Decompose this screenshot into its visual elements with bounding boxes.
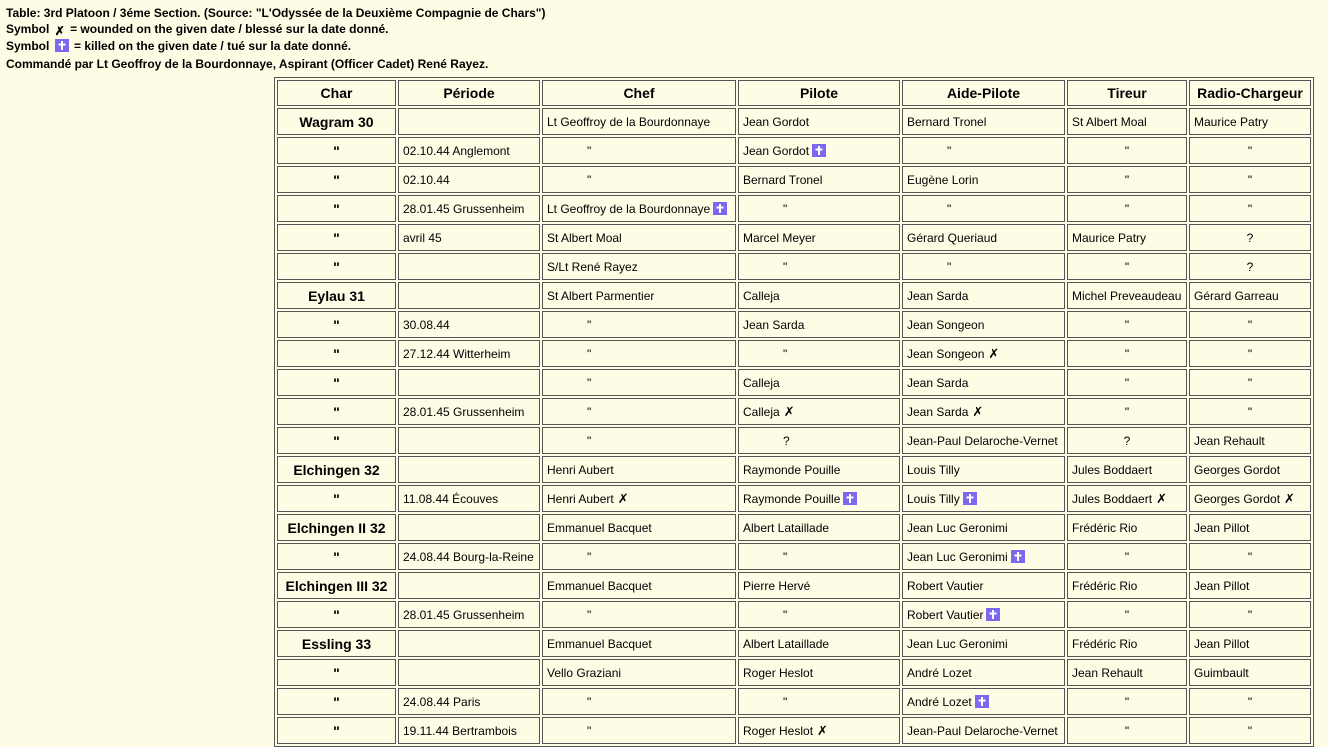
cell-tireur: Michel Preveaudeau [1067,282,1187,309]
table-row [277,340,1311,367]
cell-radio-chargeur: " [1189,137,1311,164]
table-row [277,108,1311,135]
cell-chef: " [542,688,736,715]
cell-radio-chargeur: Jean Pillot [1189,514,1311,541]
cell-char: Essling 33 [277,630,396,657]
cell-char: " [277,137,396,164]
cell-periode: 24.08.44 Bourg-la-Reine [398,543,540,570]
cell-aide-pilote: Louis Tilly [902,485,1065,512]
commander-line: Commandé par Lt Geoffroy de la Bourdonnaye, Aspirant (Officer Cadet) René Rayez. [6,56,489,71]
cell-tireur: " [1067,601,1187,628]
cell-chef: Henri Aubert ✗ [542,485,736,512]
table-title: Table: 3rd Platoon / 3éme Section. (Source: "L'Odyssée de la Deuxième Compagnie de Chars") [6,6,546,20]
cell-periode: 30.08.44 [398,311,540,338]
cell-radio-chargeur: " [1189,369,1311,396]
cell-periode: 02.10.44 [398,166,540,193]
cell-tireur: ? [1067,427,1187,454]
cell-aide-pilote: " [902,137,1065,164]
cell-char: Elchingen III 32 [277,572,396,599]
cell-periode [398,108,540,135]
cell-aide-pilote: Jean Songeon [902,311,1065,338]
cell-tireur: " [1067,137,1187,164]
cell-char: " [277,311,396,338]
table-row [277,282,1311,309]
cell-tireur: Jules Boddaert ✗ [1067,485,1187,512]
cross-icon [963,492,977,505]
cell-tireur: " [1067,543,1187,570]
cell-pilote: Jean Gordot [738,137,900,164]
cell-periode: 02.10.44 Anglemont [398,137,540,164]
cell-aide-pilote: " [902,253,1065,280]
wounded-icon: ✗ [617,490,629,506]
cell-tireur: St Albert Moal [1067,108,1187,135]
cell-radio-chargeur: " [1189,340,1311,367]
cell-char: " [277,340,396,367]
cell-char: " [277,195,396,222]
cell-aide-pilote: Robert Vautier [902,601,1065,628]
cell-periode: 24.08.44 Paris [398,688,540,715]
cell-tireur: Maurice Patry [1067,224,1187,251]
cell-periode [398,369,540,396]
cell-chef: " [542,166,736,193]
cell-aide-pilote: Jean-Paul Delaroche-Vernet [902,717,1065,744]
table-row [277,427,1311,454]
cell-aide-pilote: Jean Luc Geronimi [902,514,1065,541]
cell-chef: Emmanuel Bacquet [542,572,736,599]
cell-pilote: Raymonde Pouille [738,456,900,483]
cell-chef: " [542,398,736,425]
cell-periode: 28.01.45 Grussenheim [398,398,540,425]
cell-radio-chargeur: Gérard Garreau [1189,282,1311,309]
cross-icon [1011,550,1025,563]
cell-chef: " [542,427,736,454]
cell-pilote: Marcel Meyer [738,224,900,251]
cell-tireur: " [1067,253,1187,280]
table-row [277,166,1311,193]
cell-radio-chargeur: " [1189,166,1311,193]
cell-aide-pilote: Louis Tilly [902,456,1065,483]
killed-legend: Symbol = killed on the given date / tué sur la date donné. [6,39,546,57]
cross-icon [55,39,69,57]
wounded-icon: ✗ [972,403,984,419]
cross-icon [986,608,1000,621]
cell-tireur: " [1067,195,1187,222]
cell-radio-chargeur: " [1189,398,1311,425]
cell-radio-chargeur: " [1189,717,1311,744]
cell-pilote: " [738,340,900,367]
cell-aide-pilote: Jean Sarda [902,369,1065,396]
cell-radio-chargeur: Jean Rehault [1189,427,1311,454]
cell-tireur: " [1067,369,1187,396]
cell-pilote: Calleja ✗ [738,398,900,425]
cell-radio-chargeur: " [1189,601,1311,628]
cell-radio-chargeur: ? [1189,224,1311,251]
cell-chef: Emmanuel Bacquet [542,630,736,657]
cell-tireur: " [1067,717,1187,744]
cell-aide-pilote: Eugène Lorin [902,166,1065,193]
cell-chef: " [542,311,736,338]
cell-pilote: " [738,195,900,222]
cell-pilote: " [738,601,900,628]
cell-aide-pilote: Jean Sarda [902,282,1065,309]
table-row [277,659,1311,686]
cell-char: Eylau 31 [277,282,396,309]
cell-chef: " [542,137,736,164]
cell-chef: Emmanuel Bacquet [542,514,736,541]
wounded-icon: ✗ [1284,490,1295,506]
col-header-chef: Chef [542,80,736,106]
cell-pilote: " [738,253,900,280]
cell-aide-pilote: Jean Songeon ✗ [902,340,1065,367]
cell-pilote: " [738,543,900,570]
cell-chef: " [542,601,736,628]
cell-chef: Lt Geoffroy de la Bourdonnaye [542,108,736,135]
cell-char: " [277,398,396,425]
cell-chef: Vello Graziani [542,659,736,686]
cell-tireur: Frédéric Rio [1067,514,1187,541]
cell-aide-pilote: Gérard Queriaud [902,224,1065,251]
cell-periode [398,253,540,280]
table-body [277,108,1311,744]
cell-radio-chargeur: Jean Pillot [1189,630,1311,657]
cell-chef: St Albert Parmentier [542,282,736,309]
cell-char: " [277,601,396,628]
cell-pilote: Albert Lataillade [738,630,900,657]
cross-icon [812,144,826,157]
cell-char: " [277,369,396,396]
cross-icon [713,202,727,215]
table-row [277,398,1311,425]
cell-periode [398,427,540,454]
cell-pilote: Jean Sarda [738,311,900,338]
cell-periode [398,514,540,541]
cell-radio-chargeur: Georges Gordot [1189,456,1311,483]
cell-aide-pilote: André Lozet [902,688,1065,715]
col-header-aide-pilote: Aide-Pilote [902,80,1065,106]
cross-icon [975,695,989,708]
cell-radio-chargeur: Guimbault [1189,659,1311,686]
table-row [277,543,1311,570]
cell-pilote: ? [738,427,900,454]
table-row [277,137,1311,164]
cell-radio-chargeur: ? [1189,253,1311,280]
cell-chef: " [542,340,736,367]
table-row [277,572,1311,599]
cell-tireur: " [1067,340,1187,367]
table-row [277,369,1311,396]
table-header-row [277,80,1311,106]
cell-tireur: " [1067,688,1187,715]
wounded-icon: ✗ [1156,490,1167,506]
col-header-periode: Période [398,80,540,106]
cell-pilote: Roger Heslot ✗ [738,717,900,744]
cell-chef: St Albert Moal [542,224,736,251]
cell-tireur: " [1067,166,1187,193]
page-header [6,6,546,72]
col-header-pilote: Pilote [738,80,900,106]
table-row [277,253,1311,280]
cell-aide-pilote: Bernard Tronel [902,108,1065,135]
cell-periode: 19.11.44 Bertrambois [398,717,540,744]
table-row [277,311,1311,338]
cell-aide-pilote: Jean Luc Geronimi [902,543,1065,570]
table-row [277,456,1311,483]
cell-char: Elchingen II 32 [277,514,396,541]
platoon-table-wrap [274,77,1314,747]
cell-periode [398,659,540,686]
wounded-icon: ✗ [988,345,1000,361]
table-row [277,485,1311,512]
cell-char: " [277,543,396,570]
cell-char: Elchingen 32 [277,456,396,483]
cell-tireur: Jules Boddaert [1067,456,1187,483]
col-header-tireur: Tireur [1067,80,1187,106]
cell-periode: 28.01.45 Grussenheim [398,195,540,222]
cell-pilote: Albert Lataillade [738,514,900,541]
cell-radio-chargeur: " [1189,688,1311,715]
cell-pilote: Raymonde Pouille [738,485,900,512]
wounded-legend: Symbol ✗ = wounded on the given date / blessé sur la date donné. [6,21,389,38]
cell-char: Wagram 30 [277,108,396,135]
wounded-symbol: ✗ [54,23,65,38]
cell-pilote: Bernard Tronel [738,166,900,193]
cell-char: " [277,688,396,715]
cell-radio-chargeur: " [1189,543,1311,570]
cell-pilote: Roger Heslot [738,659,900,686]
cell-char: " [277,224,396,251]
cell-aide-pilote: Jean Luc Geronimi [902,630,1065,657]
cell-chef: " [542,369,736,396]
table-row [277,717,1311,744]
cell-periode: 27.12.44 Witterheim [398,340,540,367]
cell-tireur: " [1067,311,1187,338]
cell-radio-chargeur: " [1189,195,1311,222]
cell-char: " [277,485,396,512]
cell-chef: S/Lt René Rayez [542,253,736,280]
cell-periode [398,630,540,657]
table-row [277,630,1311,657]
table-row [277,688,1311,715]
cell-periode [398,572,540,599]
cell-char: " [277,659,396,686]
cell-radio-chargeur: Maurice Patry [1189,108,1311,135]
cell-periode: 28.01.45 Grussenheim [398,601,540,628]
cell-periode [398,456,540,483]
wounded-icon: ✗ [783,403,795,419]
col-header-char: Char [277,80,396,106]
cell-char: " [277,427,396,454]
cell-tireur: " [1067,398,1187,425]
cell-radio-chargeur: Jean Pillot [1189,572,1311,599]
cell-chef: Henri Aubert [542,456,736,483]
table-row [277,601,1311,628]
col-header-radio-chargeur: Radio-Chargeur [1189,80,1311,106]
cell-aide-pilote: Robert Vautier [902,572,1065,599]
wounded-icon: ✗ [817,722,828,738]
cell-radio-chargeur: " [1189,311,1311,338]
cell-periode [398,282,540,309]
table-row [277,514,1311,541]
cell-aide-pilote: " [902,195,1065,222]
cell-aide-pilote: André Lozet [902,659,1065,686]
cell-pilote: Calleja [738,369,900,396]
cell-char: " [277,253,396,280]
cell-pilote: " [738,688,900,715]
cell-pilote: Jean Gordot [738,108,900,135]
cross-icon [843,492,857,505]
cell-char: " [277,717,396,744]
cell-chef: " [542,717,736,744]
platoon-table [274,77,1314,747]
table-row [277,195,1311,222]
cell-radio-chargeur: Georges Gordot ✗ [1189,485,1311,512]
cell-aide-pilote: Jean-Paul Delaroche-Vernet [902,427,1065,454]
cell-aide-pilote: Jean Sarda ✗ [902,398,1065,425]
cell-char: " [277,166,396,193]
cell-tireur: Jean Rehault [1067,659,1187,686]
cell-periode: 11.08.44 Écouves [398,485,540,512]
table-row [277,224,1311,251]
cell-pilote: Pierre Hervé [738,572,900,599]
cell-tireur: Frédéric Rio [1067,572,1187,599]
cell-periode: avril 45 [398,224,540,251]
cell-chef: " [542,543,736,570]
cell-tireur: Frédéric Rio [1067,630,1187,657]
cell-pilote: Calleja [738,282,900,309]
cell-chef: Lt Geoffroy de la Bourdonnaye [542,195,736,222]
